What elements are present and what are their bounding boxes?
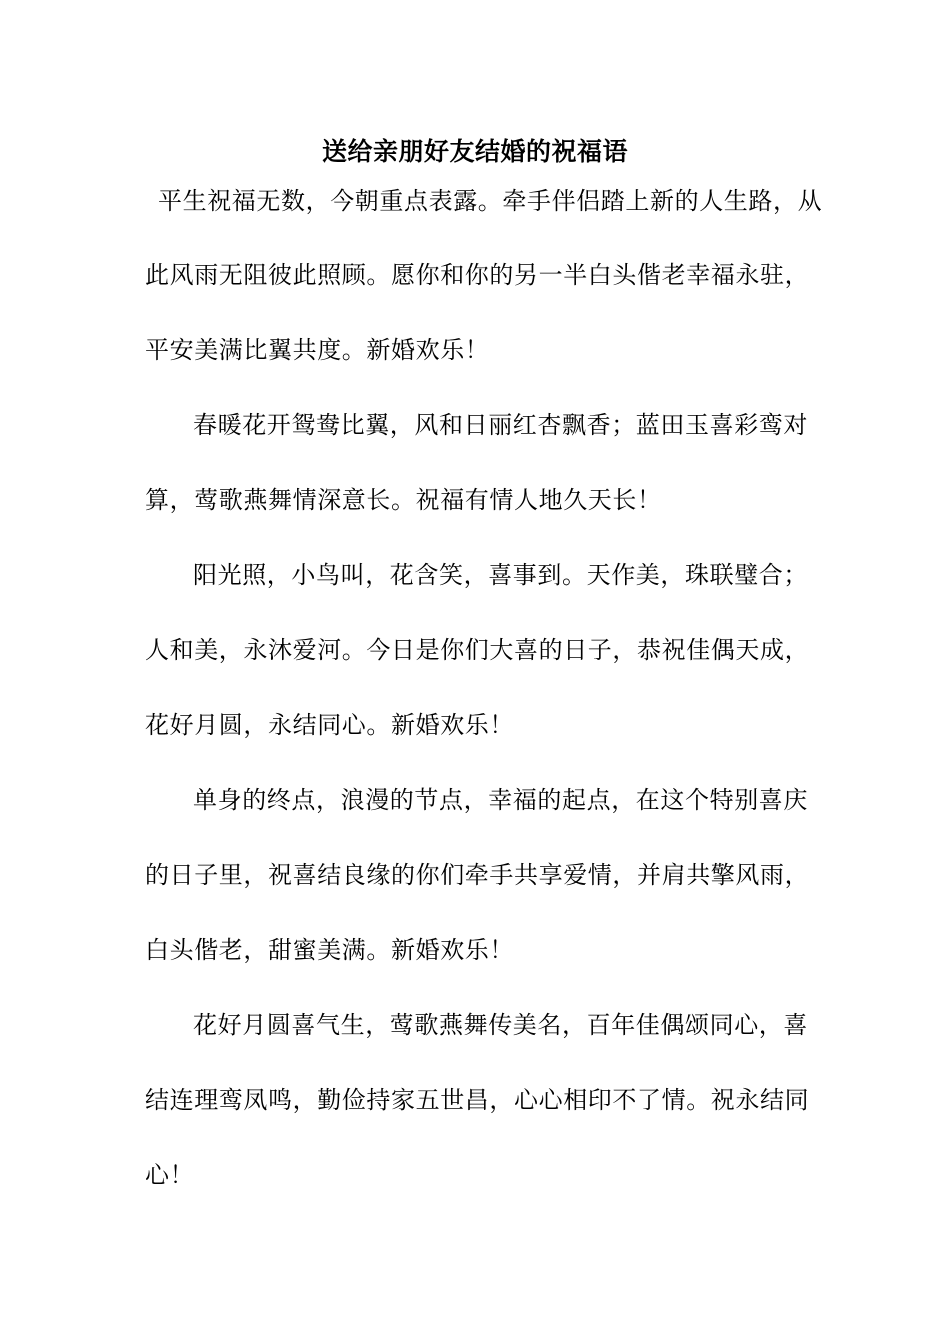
paragraph-2-line-2: 算，莺歌燕舞情深意长。祝福有情人地久天长！ [145, 486, 662, 514]
paragraph-4-line-2: 的日子里，祝喜结良缘的你们牵手共享爱情，并肩共擎风雨， [145, 861, 810, 889]
paragraph-1-line-1: 平生祝福无数，今朝重点表露。牵手伴侣踏上新的人生路，从 [158, 187, 823, 215]
paragraph-1-line-2: 此风雨无阻彼此照顾。愿你和你的另一半白头偕老幸福永驻， [145, 261, 810, 289]
paragraph-3-line-1: 阳光照，小鸟叫，花含笑，喜事到。天作美，珠联璧合； [193, 561, 808, 589]
paragraph-3-line-2: 人和美，永沐爱河。今日是你们大喜的日子，恭祝佳偶天成， [145, 636, 810, 664]
paragraph-2-line-1: 春暖花开鸳鸯比翼，风和日丽红杏飘香；蓝田玉喜彩鸾对 [193, 411, 808, 439]
paragraph-5-line-1: 花好月圆喜气生，莺歌燕舞传美名，百年佳偶颂同心，喜 [193, 1011, 808, 1039]
paragraph-4-line-1: 单身的终点，浪漫的节点，幸福的起点，在这个特别喜庆 [193, 786, 808, 814]
paragraph-4-line-3: 白头偕老，甜蜜美满。新婚欢乐！ [145, 936, 514, 964]
document-title: 送给亲朋好友结婚的祝福语 [321, 137, 628, 166]
paragraph-5-line-3: 心！ [145, 1161, 195, 1189]
paragraph-5-line-2: 结连理鸾凤鸣，勤俭持家五世昌，心心相印不了情。祝永结同 [145, 1086, 810, 1114]
paragraph-1-line-3: 平安美满比翼共度。新婚欢乐！ [145, 336, 490, 364]
paragraph-3-line-3: 花好月圆，永结同心。新婚欢乐！ [145, 711, 514, 739]
